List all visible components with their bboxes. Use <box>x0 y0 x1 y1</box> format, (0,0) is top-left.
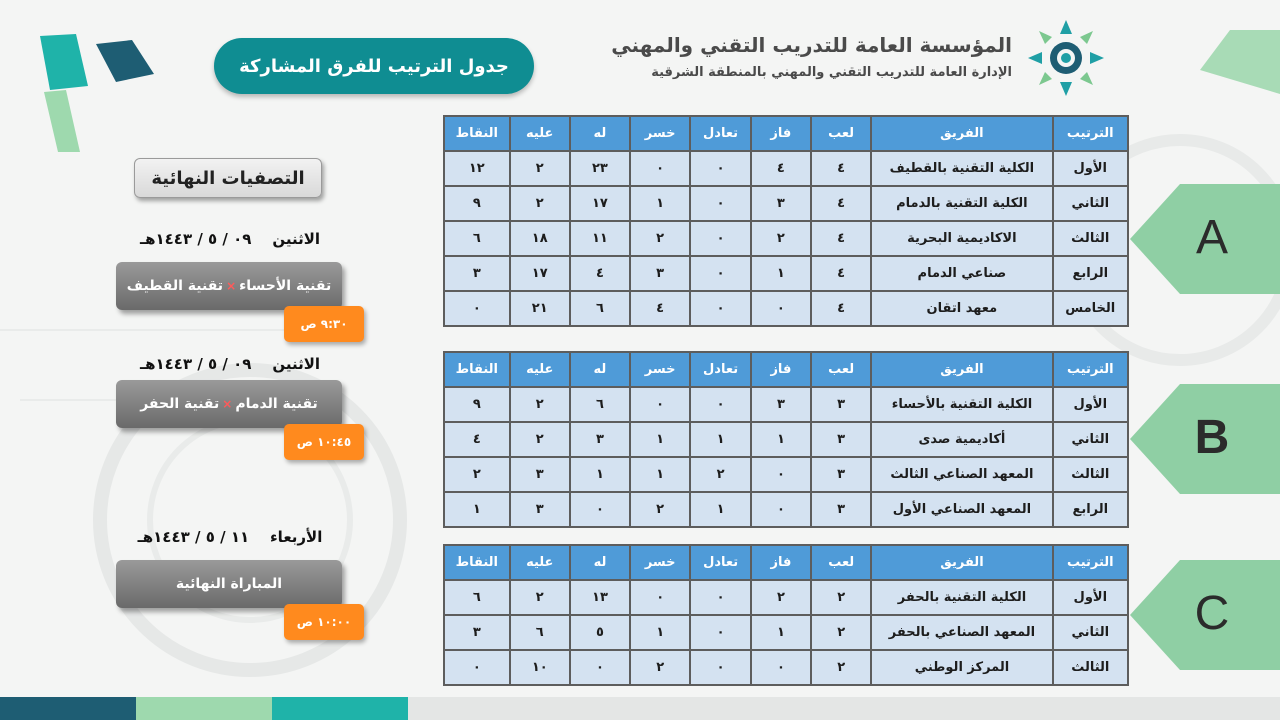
org-name-line1: المؤسسة العامة للتدريب التقني والمهني <box>611 33 1012 57</box>
cell-team: المركز الوطني <box>871 650 1052 685</box>
cell-played: ٣ <box>811 492 871 527</box>
col-played: لعب <box>811 352 871 387</box>
cell-rank: الأول <box>1053 387 1128 422</box>
match-2-date-value: ٠٩ / ٥ / ١٤٤٣هـ <box>139 355 252 373</box>
footer-bar-dark <box>0 697 136 720</box>
col-goals-for: له <box>570 545 630 580</box>
cell-played: ٤ <box>811 186 871 221</box>
table-header-row <box>444 116 1128 151</box>
table-header-row <box>444 352 1128 387</box>
col-team: الفريق <box>871 116 1052 151</box>
cell-points: ٢ <box>444 457 510 492</box>
col-played: لعب <box>811 116 871 151</box>
cell-drawn: ٢ <box>690 457 750 492</box>
match-1-date-value: ٠٩ / ٥ / ١٤٤٣هـ <box>139 230 252 248</box>
cell-goals-against: ٣ <box>510 457 570 492</box>
match-2-team-a: تقنية الحفر <box>140 396 220 412</box>
cell-points: ٠ <box>444 291 510 326</box>
match-1-team-b: تقنية الأحساء <box>239 278 332 294</box>
col-points: النقاط <box>444 545 510 580</box>
cell-goals-for: ٣ <box>570 422 630 457</box>
cell-goals-against: ٢ <box>510 387 570 422</box>
col-rank: الترتيب <box>1053 352 1128 387</box>
cell-team: أكاديمية صدى <box>871 422 1052 457</box>
match-2-team-b: تقنية الدمام <box>235 396 318 412</box>
cell-rank: الثالث <box>1053 221 1128 256</box>
col-drawn: تعادل <box>690 352 750 387</box>
cell-team: الكلية التقنية بالقطيف <box>871 151 1052 186</box>
cell-goals-against: ١٨ <box>510 221 570 256</box>
col-drawn: تعادل <box>690 116 750 151</box>
cell-goals-against: ٢١ <box>510 291 570 326</box>
cell-goals-against: ٢ <box>510 151 570 186</box>
match-2-date <box>110 355 350 373</box>
match-3-title: المباراة النهائية <box>175 576 283 592</box>
match-3-date-value: ١١ / ٥ / ١٤٤٣هـ <box>137 528 250 546</box>
cell-points: ٩ <box>444 186 510 221</box>
col-lost: خسر <box>630 116 690 151</box>
cell-drawn: ١ <box>690 492 750 527</box>
cell-goals-for: ١٧ <box>570 186 630 221</box>
col-played: لعب <box>811 545 871 580</box>
cell-goals-for: ١٣ <box>570 580 630 615</box>
cell-goals-for: ٦ <box>570 387 630 422</box>
match-1-date <box>110 230 350 248</box>
col-won: فاز <box>751 352 811 387</box>
cell-points: ١ <box>444 492 510 527</box>
cell-won: ١ <box>751 256 811 291</box>
col-goals-against: عليه <box>510 116 570 151</box>
col-lost: خسر <box>630 545 690 580</box>
cell-drawn: ٠ <box>690 580 750 615</box>
cell-played: ٢ <box>811 615 871 650</box>
cell-lost: ١ <box>630 457 690 492</box>
organization-name <box>592 30 1012 86</box>
table-row <box>444 186 1128 221</box>
table-row <box>444 650 1128 685</box>
cell-goals-for: ١١ <box>570 221 630 256</box>
cell-goals-against: ٣ <box>510 492 570 527</box>
cell-played: ٤ <box>811 221 871 256</box>
cell-points: ١٢ <box>444 151 510 186</box>
cell-team: معهد اتقان <box>871 291 1052 326</box>
cell-played: ٣ <box>811 422 871 457</box>
table-row <box>444 615 1128 650</box>
cell-rank: الثاني <box>1053 615 1128 650</box>
cell-won: ٣ <box>751 186 811 221</box>
cell-won: ١ <box>751 615 811 650</box>
group-c-table <box>443 544 1129 686</box>
cell-lost: ٣ <box>630 256 690 291</box>
cell-rank: الخامس <box>1053 291 1128 326</box>
cell-rank: الثالث <box>1053 457 1128 492</box>
col-goals-for: له <box>570 352 630 387</box>
cell-played: ٢ <box>811 650 871 685</box>
match-1-box <box>116 262 342 310</box>
col-team: الفريق <box>871 352 1052 387</box>
match-3-date <box>110 528 350 546</box>
cell-goals-against: ٢ <box>510 422 570 457</box>
cell-played: ٤ <box>811 256 871 291</box>
org-name-line2: الإدارة العامة للتدريب التقني والمهني بالمنطقة الشرقية <box>651 65 1012 80</box>
cell-lost: ٠ <box>630 151 690 186</box>
table-row <box>444 580 1128 615</box>
cell-won: ٣ <box>751 387 811 422</box>
table-header-row <box>444 545 1128 580</box>
cell-goals-for: ٠ <box>570 492 630 527</box>
organization-logo-icon <box>1026 16 1106 100</box>
cell-team: صناعي الدمام <box>871 256 1052 291</box>
cell-team: المعهد الصناعي بالحفر <box>871 615 1052 650</box>
cell-team: المعهد الصناعي الأول <box>871 492 1052 527</box>
match-3-day: الأربعاء <box>270 528 323 546</box>
match-3-box <box>116 560 342 608</box>
footer-bar-teal <box>272 697 408 720</box>
versus-icon: × <box>226 279 237 293</box>
cell-lost: ٠ <box>630 387 690 422</box>
table-row <box>444 291 1128 326</box>
match-1-day: الاثنين <box>272 230 321 248</box>
decorative-shape-top-right <box>1200 30 1280 100</box>
match-2-day: الاثنين <box>272 355 321 373</box>
cell-points: ٣ <box>444 256 510 291</box>
cell-played: ٢ <box>811 580 871 615</box>
cell-won: ٠ <box>751 457 811 492</box>
col-points: النقاط <box>444 116 510 151</box>
cell-team: الكلية التقنية بالحفر <box>871 580 1052 615</box>
cell-team: المعهد الصناعي الثالث <box>871 457 1052 492</box>
group-a-letter: A <box>1195 211 1228 264</box>
cell-points: ٣ <box>444 615 510 650</box>
col-won: فاز <box>751 545 811 580</box>
cell-points: ٦ <box>444 580 510 615</box>
cell-played: ٣ <box>811 457 871 492</box>
cell-points: ٠ <box>444 650 510 685</box>
match-1-team-a: تقنية القطيف <box>126 278 224 294</box>
cell-team: الكلية التقنية بالدمام <box>871 186 1052 221</box>
cell-won: ٠ <box>751 650 811 685</box>
table-row <box>444 422 1128 457</box>
finals-stage-label: التصفيات النهائية <box>134 158 322 198</box>
cell-drawn: ٠ <box>690 151 750 186</box>
cell-goals-for: ٠ <box>570 650 630 685</box>
cell-goals-against: ١٠ <box>510 650 570 685</box>
cell-team: الاكاديمية البحرية <box>871 221 1052 256</box>
group-b-table <box>443 351 1129 528</box>
versus-icon: × <box>222 397 233 411</box>
cell-points: ٦ <box>444 221 510 256</box>
table-row <box>444 256 1128 291</box>
match-2-time: ١٠:٤٥ ص <box>284 424 364 460</box>
cell-points: ٤ <box>444 422 510 457</box>
cell-drawn: ٠ <box>690 387 750 422</box>
cell-drawn: ٠ <box>690 186 750 221</box>
cell-won: ٢ <box>751 580 811 615</box>
col-rank: الترتيب <box>1053 116 1128 151</box>
table-row <box>444 492 1128 527</box>
table-row <box>444 457 1128 492</box>
cell-goals-for: ٦ <box>570 291 630 326</box>
col-lost: خسر <box>630 352 690 387</box>
table-row <box>444 151 1128 186</box>
cell-rank: الأول <box>1053 580 1128 615</box>
cell-goals-against: ١٧ <box>510 256 570 291</box>
page-title: جدول الترتيب للفرق المشاركة <box>214 38 534 94</box>
match-3-time: ١٠:٠٠ ص <box>284 604 364 640</box>
cell-drawn: ٠ <box>690 615 750 650</box>
cell-won: ١ <box>751 422 811 457</box>
cell-goals-for: ٥ <box>570 615 630 650</box>
col-goals-against: عليه <box>510 545 570 580</box>
cell-won: ٠ <box>751 291 811 326</box>
group-a-table <box>443 115 1129 327</box>
group-b-letter: B <box>1194 411 1230 464</box>
cell-rank: الرابع <box>1053 256 1128 291</box>
cell-lost: ١ <box>630 422 690 457</box>
cell-goals-for: ٢٣ <box>570 151 630 186</box>
cell-lost: ٢ <box>630 492 690 527</box>
table-row <box>444 387 1128 422</box>
cell-drawn: ٠ <box>690 256 750 291</box>
footer-bar-light <box>408 697 1280 720</box>
group-c-letter: C <box>1194 587 1230 640</box>
cell-goals-against: ٢ <box>510 186 570 221</box>
match-1-time: ٩:٣٠ ص <box>284 306 364 342</box>
cell-played: ٤ <box>811 151 871 186</box>
cell-rank: الثالث <box>1053 650 1128 685</box>
cell-rank: الأول <box>1053 151 1128 186</box>
cell-lost: ١ <box>630 615 690 650</box>
cell-won: ٤ <box>751 151 811 186</box>
cell-drawn: ٠ <box>690 291 750 326</box>
table-row <box>444 221 1128 256</box>
cell-goals-for: ٤ <box>570 256 630 291</box>
col-won: فاز <box>751 116 811 151</box>
cell-lost: ٢ <box>630 221 690 256</box>
cell-rank: الثاني <box>1053 422 1128 457</box>
cell-drawn: ٠ <box>690 221 750 256</box>
cell-goals-for: ١ <box>570 457 630 492</box>
cell-lost: ١ <box>630 186 690 221</box>
cell-rank: الرابع <box>1053 492 1128 527</box>
cell-goals-against: ٦ <box>510 615 570 650</box>
cell-won: ٠ <box>751 492 811 527</box>
cell-played: ٤ <box>811 291 871 326</box>
cell-played: ٣ <box>811 387 871 422</box>
cell-rank: الثاني <box>1053 186 1128 221</box>
col-drawn: تعادل <box>690 545 750 580</box>
match-2-box <box>116 380 342 428</box>
col-points: النقاط <box>444 352 510 387</box>
cell-team: الكلية التقنية بالأحساء <box>871 387 1052 422</box>
cell-lost: ٤ <box>630 291 690 326</box>
cell-won: ٢ <box>751 221 811 256</box>
col-team: الفريق <box>871 545 1052 580</box>
cell-points: ٩ <box>444 387 510 422</box>
cell-lost: ٢ <box>630 650 690 685</box>
col-goals-for: له <box>570 116 630 151</box>
col-goals-against: عليه <box>510 352 570 387</box>
cell-lost: ٠ <box>630 580 690 615</box>
col-rank: الترتيب <box>1053 545 1128 580</box>
cell-goals-against: ٢ <box>510 580 570 615</box>
cell-drawn: ٠ <box>690 650 750 685</box>
footer-bar-green <box>136 697 272 720</box>
cell-drawn: ١ <box>690 422 750 457</box>
